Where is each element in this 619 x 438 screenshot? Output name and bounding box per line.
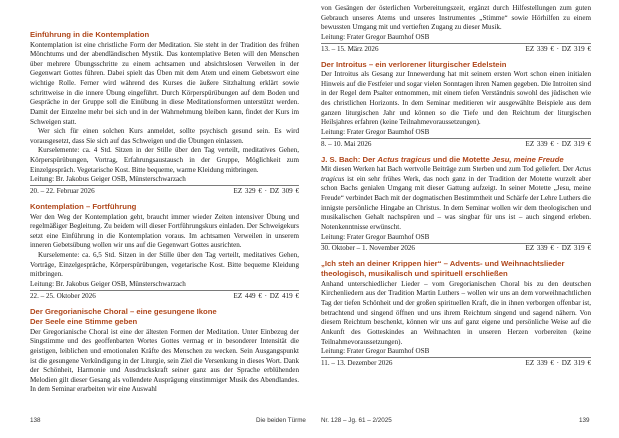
course-date-price [30,290,299,301]
section-title: Der Gregorianische Choral – eine gesungene Ikone [30,306,217,316]
section-paragraph: Der Introitus als Gesang zur Innewerdung hat mit seinem ersten Wort schon einen initialen Hinweis auf die Festfeier und sogar vielen Sonntagen ihren Namen gegeben. Die Introiten sind in der Regel dem Psalter entnommen, mit einem tiefen Verständnis sowohl des jüdischen wie des christlichen Horizonts. In dem Seminar meditieren wir ausgewählte Beispiele aus dem ganzen liturgischen Jahr und können so die Tiefe und den Reichtum der liturgischen Heilsjahres erfahren (keine Teilnahmevoraussetzungen). [321,70,591,127]
section-paragraph: Kontemplation ist eine christliche Form der Meditation. Sie steht in der Tradition des frühen Mönchtums und der abendländischen Mystik. Das kontemplative Beten will den Menschen über mehrere Übungsschritte zu einem achtsamen und absichtslosen Verweilen in der Gegenwart Gottes führen. Dabei spielt das Üben mit dem Atem und einem Gebetswort eine wichtige Rolle. Ferner wird während des Kurses die äußere Sitzhaltung erklärt sowie schrittweise in die innere Übung eingeführt. Durch Körperspürübungen auf dem Boden und Gespräche in der Gruppe soll die Einübung in diese Meditationsformen unterstützt werden. Damit der Einzelne mehr bei sich und in der Wahrnehmung bleiben kann, findet der Kurs im Schweigen statt. [30,40,299,126]
section-introitus [321,60,591,150]
section-krippe [321,259,591,368]
course-date: 8. – 10. Mai 2026 [321,139,372,148]
course-price: EZ 329 € · DZ 309 € [233,186,299,195]
course-date: 11. – 13. Dezember 2026 [321,358,393,367]
section-paragraph: Kurselemente: ca. 6,5 Std. Sitzen in der Stille über den Tag verteilt, meditatives Gehen, Vorträge, Einzelgespräche, Körperspürübungen, vegetarische Kost. Bitte bequeme Kleidung mitbringen. [30,251,299,279]
section-title [321,155,591,165]
section-paragraph: Anhand unterschiedlicher Lieder – vom Gregorianischen Choral bis zu den deutschen Kirchenliedern aus der Tradition Martin Luthers – wollen wir uns an dem vorweihnachtlichen Tag der tiefen Schönheit und der großen spirituellen Kraft, die in ihnen verborgen offenbar ist, betrachtend und singend öffnen und uns ihrem Reichtum singend und sagend nähern. Von diesem Reichtum beschenkt, können wir uns auf ganz eigene und persönliche Weise auf die Ankunft des Gotteskindes an Weihnachten in unseren Herzen vorbereiten (keine Teilnahmevoraussetzungen). [321,279,591,346]
section-bach [321,155,591,254]
course-price: EZ 339 € · DZ 319 € [525,139,591,148]
section-paragraph: Wer den Weg der Kontemplation geht, braucht immer wieder Zeiten intensiver Übung und regelmäßiger Begleitung. Zu beidem will dieser Fortführungskurs einladen. Der Schweigekurs setzt eine Einführung in die Kontemplation voraus. Im achtsamen Verweilen in unserem inneren Gebetsübung wollen wir uns auf die Gegenwart Gottes ausrichten. [30,212,299,250]
paragraph-part: Mit diesen Werken hat Bach wertvolle Beiträge zum Sterben und zum Tod geliefert. Der [321,165,576,174]
course-date: 20. – 22. Februar 2026 [30,186,95,195]
section-paragraph [321,165,591,232]
course-price: EZ 339 € · DZ 319 € [525,358,591,367]
course-price: EZ 339 € · DZ 319 € [525,44,591,53]
course-date-price [321,243,591,254]
section-paragraph: Kurselemente: ca. 4 Std. Sitzen in der Stille über den Tag verteilt, meditatives Gehen, Körperspürübungen, Vortrag, Erfahrungsaustausch in der Gruppe, Möglichkeit zum Einzelgespräch. Vegetarische Kost. Bitte bequeme, warme Kleidung mitbringen. [30,146,299,174]
section-gregorianischer-choral [30,307,299,395]
course-date-price [321,357,591,368]
footer-title: Die beiden Türme [256,417,306,424]
course-leader: Leitung: Frater Gregor Baumhof OSB [321,32,430,41]
course-leader: Leitung: Frater Gregor Baumhof OSB [321,127,430,136]
course-date-price [30,185,299,196]
course-date: 13. – 15. März 2026 [321,44,379,53]
course-price: EZ 449 € · DZ 419 € [233,291,299,300]
section-title: Einführung in die Kontemplation [30,30,150,39]
course-date-price [321,43,591,54]
section-kontemplation-fortfuehrung [30,202,299,301]
course-date: 30. Oktober – 1. November 2026 [321,244,415,253]
section-paragraph: Der Gregorianische Choral ist eine der ältesten Formen der Meditation. Unter Einbezug der Singstimme und des geoffenbarten Wortes Gottes vermag er in besonderer Intensität die geistigen, leiblichen und emotionalen Kräfte des Menschen zu wecken. Sein Ausgangspunkt ist die gesungene Verkündigung in der Liturgie, sein Ziel die Versenkung in dieses Wort. Dank der Schönheit, Harmonie und Ausdruckskraft seiner ganz aus der Sprache erblühenden Melodien gilt dieser Gesang als vollendete Ausprägung einstimmiger Musik des Abendlandes. In dem Seminar erarbeiten wir eine Auswahl [30,327,299,394]
title-part: J. S. Bach: Der [321,154,378,164]
title-part: und die Motette [430,154,492,164]
course-price: EZ 339 € · DZ 319 € [525,244,591,253]
course-leader: Leitung: Br. Jakobus Geiger OSB, Münsterschwarzach [30,279,186,288]
course-leader: Leitung: Frater Gregor Baumhof OSB [321,347,430,356]
title-part-italic: Jesu, meine Freude [491,154,564,164]
right-page [321,0,591,438]
section-title: Kontemplation – Fortführung [30,202,137,211]
left-page [30,0,299,438]
course-leader: Leitung: Frater Gregor Baumhof OSB [321,232,430,241]
title-part-italic: Actus tragicus [377,154,431,164]
section-paragraph: Wer sich für einen solchen Kurs anmeldet, sollte psychisch gesund sein. Es wird vorausgesetzt, dass Sie sich auf das Schweigen und die Übungen einlassen. [30,127,299,145]
section-kontemplation-einfuehrung [30,30,299,197]
page-number-right: 139 [579,417,590,424]
section-title: „Ich steh an deiner Krippen hier“ – Advents- und Weihnachtslieder theologisch, musikalisch und spirituell erschließen [321,259,565,279]
section-paragraph: von Gesängen der österlichen Vorbereitungszeit, ergänzt durch Hilfestellungen zum guten Gebrauch unseres Atems und unseres Instrumentes „Stimme“ sowie Hörhilfen zu einem bewussten Umgang mit und vertieften Zugang zu dieser Musik. [321,4,591,32]
paragraph-part-italic: Actus tragicus [321,165,591,183]
page-number-left: 138 [30,417,41,424]
section-subtitle: Der Seele eine Stimme geben [30,317,138,327]
course-date-price [321,138,591,149]
paragraph-part: ist ein sehr frühes Werk, das noch ganz in der Tradition der Motette wurzelt aber schon Bachs genialen Umgang mit dieser Gattung aufzeigt. In seiner Motette „Jesu, meine Freude“ verbindet Bach mit der dogmatischen Bestimmtheit und Schärfe der Lehre Luthers die innigste persönliche Hingabe an Christus. In dem Seminar wollen wir dem theologischen und musikalischen Gehalt nachspüren und – was singbar für uns ist – auch singend erleben. Notenkenntnisse erwünscht. [321,174,591,231]
section-title: Der Introitus – ein verlorener liturgischer Edelstein [321,59,507,69]
section-choral-continuation [321,4,591,54]
course-leader: Leitung: Br. Jakobus Geiger OSB, Münsterschwarzach [30,175,186,184]
course-date: 22. – 25. Oktober 2026 [30,291,96,300]
footer-issue: Nr. 128 – Jg. 61 – 2/2025 [321,417,392,424]
